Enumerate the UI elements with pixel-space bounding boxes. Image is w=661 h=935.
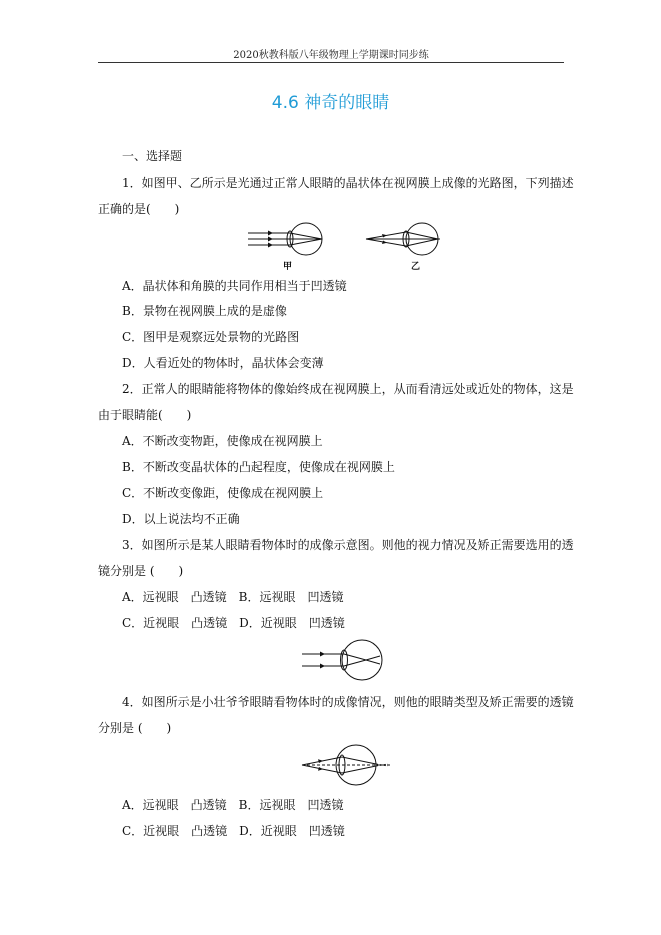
- question-1-option-a: A．晶状体和角膜的共同作用相当于凹透镜: [122, 279, 347, 293]
- figure-label-yi: 乙: [411, 262, 421, 272]
- question-3-text: 3．如图所示是某人眼睛看物体时的成像示意图。则他的视力情况及矫正需要选用的透: [122, 538, 574, 552]
- header-divider: [98, 62, 564, 63]
- question-1-option-c: C．图甲是观察远处景物的光路图: [122, 330, 300, 344]
- question-4-text: 4．如图所示是小壮爷爷眼睛看物体时的成像情况，则他的眼睛类型及矫正需要的透镜: [122, 695, 574, 709]
- eye-diagram-jia: [246, 222, 326, 258]
- section-heading: 一、选择题: [122, 149, 183, 163]
- question-4-options-ab: A．远视眼 凸透镜 B．远视眼 凹透镜: [122, 798, 344, 812]
- page-header: 2020秋教科版八年级物理上学期课时同步练: [233, 50, 429, 61]
- question-2-option-c: C．不断改变像距，使像成在视网膜上: [122, 486, 324, 500]
- question-4-options-cd: C．近视眼 凸透镜 D．近视眼 凹透镜: [122, 824, 345, 838]
- eye-diagram-q3: [300, 637, 388, 683]
- eye-diagram-q4: [300, 742, 392, 788]
- question-1-text: 1．如图甲、乙所示是光通过正常人眼睛的晶状体在视网膜上成像的光路图，下列描述: [122, 176, 574, 190]
- page-title: 4.6 神奇的眼睛: [271, 93, 390, 113]
- question-2-option-d: D．以上说法均不正确: [122, 512, 240, 526]
- figure-label-jia: 甲: [283, 262, 293, 272]
- question-2-option-a: A．不断改变物距，使像成在视网膜上: [122, 434, 323, 448]
- question-3-options-ab: A．远视眼 凸透镜 B．远视眼 凹透镜: [122, 590, 344, 604]
- eye-diagram-yi: [364, 222, 444, 258]
- question-4-text-cont: 分别是 ( ): [98, 721, 172, 735]
- question-2-text-cont: 由于眼睛能( ): [98, 408, 192, 422]
- question-1-text-cont: 正确的是( ): [98, 202, 180, 216]
- question-3-text-cont: 镜分别是 ( ): [98, 564, 184, 578]
- question-2-text: 2．正常人的眼睛能将物体的像始终成在视网膜上，从而看清远处或近处的物体，这是: [122, 382, 574, 396]
- question-1-option-d: D．人看近处的物体时，晶状体会变薄: [122, 356, 324, 370]
- question-1-option-b: B．景物在视网膜上成的是虚像: [122, 304, 287, 318]
- question-2-option-b: B．不断改变晶状体的凸起程度，使像成在视网膜上: [122, 460, 395, 474]
- question-3-options-cd: C．近视眼 凸透镜 D．近视眼 凹透镜: [122, 616, 345, 630]
